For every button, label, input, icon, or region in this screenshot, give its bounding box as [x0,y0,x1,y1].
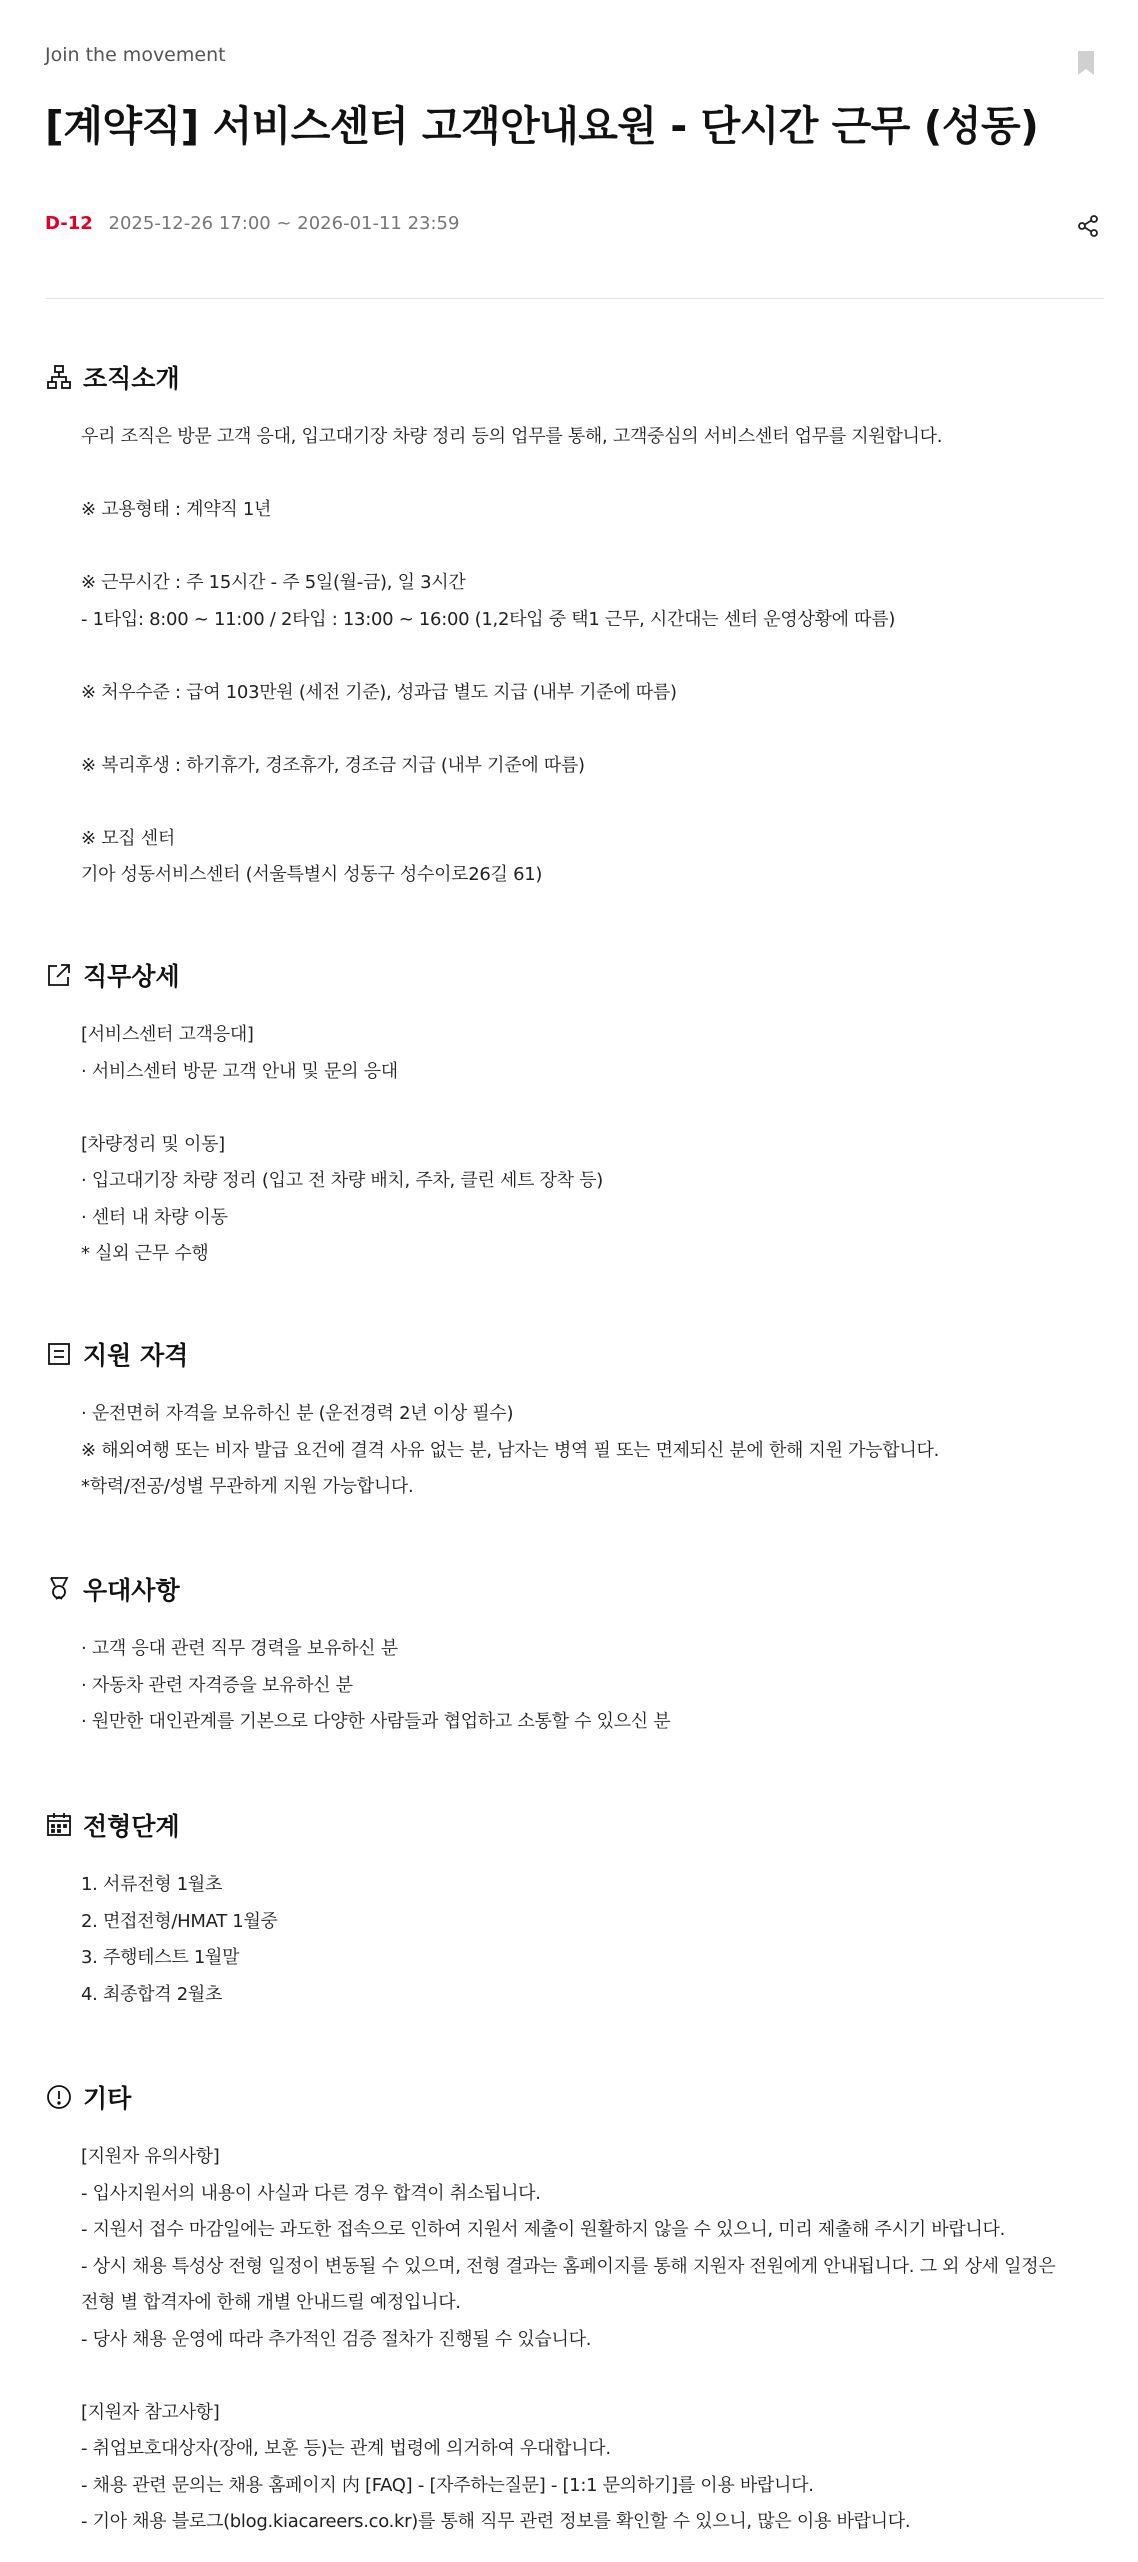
section-duty [45,955,1104,1273]
section-header [45,1334,1104,1374]
section-header [45,1805,1104,1845]
text-line: *학력/전공/성별 무관하게 지원 가능합니다. [81,1476,414,1497]
text-line: - 채용 관련 문의는 채용 홈페이지 内 [FAQ] - [자주하는질문] - [1:1 문의하기]를 이용 바랍니다. [81,2474,814,2496]
section-body [45,1374,1104,1506]
section-body [45,995,1104,1273]
text-line: ※ 고용형태 : 계약직 1년 [81,499,272,520]
text-line: - 당사 채용 운영에 따라 추가적인 검증 절차가 진행될 수 있습니다. [81,2328,592,2350]
share-button[interactable] [1075,213,1101,239]
bookmark-icon [1076,50,1096,76]
external-link-icon [45,961,73,989]
section-body [45,1609,1104,1741]
text-line: [차량정리 및 이동] [81,1133,225,1155]
text-line: - 입사지원서의 내용이 사실과 다른 경우 합격이 취소됩니다. [81,2182,541,2204]
share-icon [1075,213,1101,239]
text-line: · 서비스센터 방문 고객 안내 및 문의 응대 [81,1060,398,1082]
text-line: ※ 모집 센터 [81,827,175,849]
section-title: 직무상세 [83,962,180,991]
section-title: 전형단계 [83,1812,180,1841]
eyebrow-text: Join the movement [45,44,226,66]
document-icon [45,1340,73,1368]
text-line: - 1타입: 8:00 ~ 11:00 / 2타입 : 13:00 ~ 16:00 (1,2타입 중 택1 근무, 시간대는 센터 운영상황에 따름) [81,608,896,630]
text-line: 4. 최종합격 2월초 [81,1983,223,2005]
section-body [45,397,1104,894]
text-line: [지원자 참고사항] [81,2401,220,2423]
page-title: [계약직] 서비스센터 고객안내요원 - 단시간 근무 (성동) [45,102,1039,150]
section-preference [45,1569,1104,1741]
bookmark-button[interactable] [1076,50,1096,76]
text-line [81,529,1104,566]
section-etc [45,2077,1104,2541]
text-line [81,711,1104,748]
text-line: - 기아 채용 블로그(blog.kiacareers.co.kr)를 통해 직무 관련 정보를 확인할 수 있으니, 많은 이용 바랍니다. [81,2511,911,2532]
section-header [45,357,1104,397]
text-line: 1. 서류전형 1월초 [81,1874,223,1895]
section-qualification [45,1334,1104,1506]
section-header [45,955,1104,995]
section-process [45,1805,1104,2013]
calendar-icon [45,1811,73,1839]
text-line: ※ 해외여행 또는 비자 발급 요건에 결격 사유 없는 분, 남자는 병역 필 또는 면제되신 분에 한해 지원 가능합니다. [81,1439,939,1461]
section-title: 지원 자격 [83,1341,189,1370]
text-line [81,784,1104,821]
text-line: - 지원서 접수 마감일에는 과도한 접속으로 인하여 지원서 제출이 원활하지 않을 수 있으니, 미리 제출해 주시기 바랍니다. [81,2219,1006,2240]
text-line: · 운전면허 자격을 보유하신 분 (운전경력 2년 이상 필수) [81,1403,514,1424]
text-line: ※ 처우수준 : 급여 103만원 (세전 기준), 성과급 별도 지급 (내부 기준에 따름) [81,681,677,703]
text-line: · 센터 내 차량 이동 [81,1206,228,1228]
text-line: - 상시 채용 특성상 전형 일정이 변동될 수 있으며, 전형 결과는 홈페이지를 통해 지원자 전원에게 안내됩니다. 그 외 상세 일정은 [81,2255,1056,2277]
text-line [81,2358,1104,2395]
text-line [81,638,1104,675]
section-title: 기타 [83,2084,132,2113]
text-line: · 입고대기장 차량 정리 (입고 전 차량 배치, 주차, 클린 세트 장착 등) [81,1170,603,1191]
text-line: 2. 면접전형/HMAT 1월중 [81,1910,278,1932]
text-line: [서비스센터 고객응대] [81,1024,254,1045]
text-line: * 실외 근무 수행 [81,1243,209,1264]
header-divider [45,298,1104,299]
section-header [45,2077,1104,2117]
text-line: 전형 별 합격자에 한해 개별 안내드릴 예정입니다. [81,2292,461,2313]
text-line: · 원만한 대인관계를 기본으로 다양한 사람들과 협업하고 소통할 수 있으신 분 [81,1711,671,1732]
section-title: 조직소개 [83,364,180,393]
section-body [45,1845,1104,2013]
org-chart-icon [45,363,73,391]
medal-icon [45,1575,73,1603]
section-org [45,357,1104,894]
text-line: [지원자 유의사항] [81,2146,220,2167]
text-line: 우리 조직은 방문 고객 응대, 입고대기장 차량 정리 등의 업무를 통해, 고객중심의 서비스센터 업무를 지원합니다. [81,426,943,447]
section-body [45,2117,1104,2541]
section-header [45,1569,1104,1609]
text-line: ※ 복리후생 : 하기휴가, 경조휴가, 경조금 지급 (내부 기준에 따름) [81,754,585,776]
section-title: 우대사항 [83,1576,180,1605]
text-line [81,456,1104,493]
text-line: · 고객 응대 관련 직무 경력을 보유하신 분 [81,1638,398,1659]
text-line: ※ 근무시간 : 주 15시간 - 주 5일(월-금), 일 3시간 [81,572,466,593]
text-line: - 취업보호대상자(장애, 보훈 등)는 관계 법령에 의거하여 우대합니다. [81,2438,611,2459]
info-circle-icon [45,2083,73,2111]
text-line [81,1090,1104,1127]
posting-meta [45,213,459,234]
text-line: 기아 성동서비스센터 (서울특별시 성동구 성수이로26길 61) [81,864,543,885]
text-line: · 자동차 관련 자격증을 보유하신 분 [81,1674,353,1696]
posting-period: 2025-12-26 17:00 ~ 2026-01-11 23:59 [108,213,460,234]
dday-badge: D-12 [45,213,93,234]
text-line: 3. 주행테스트 1월말 [81,1947,240,1968]
